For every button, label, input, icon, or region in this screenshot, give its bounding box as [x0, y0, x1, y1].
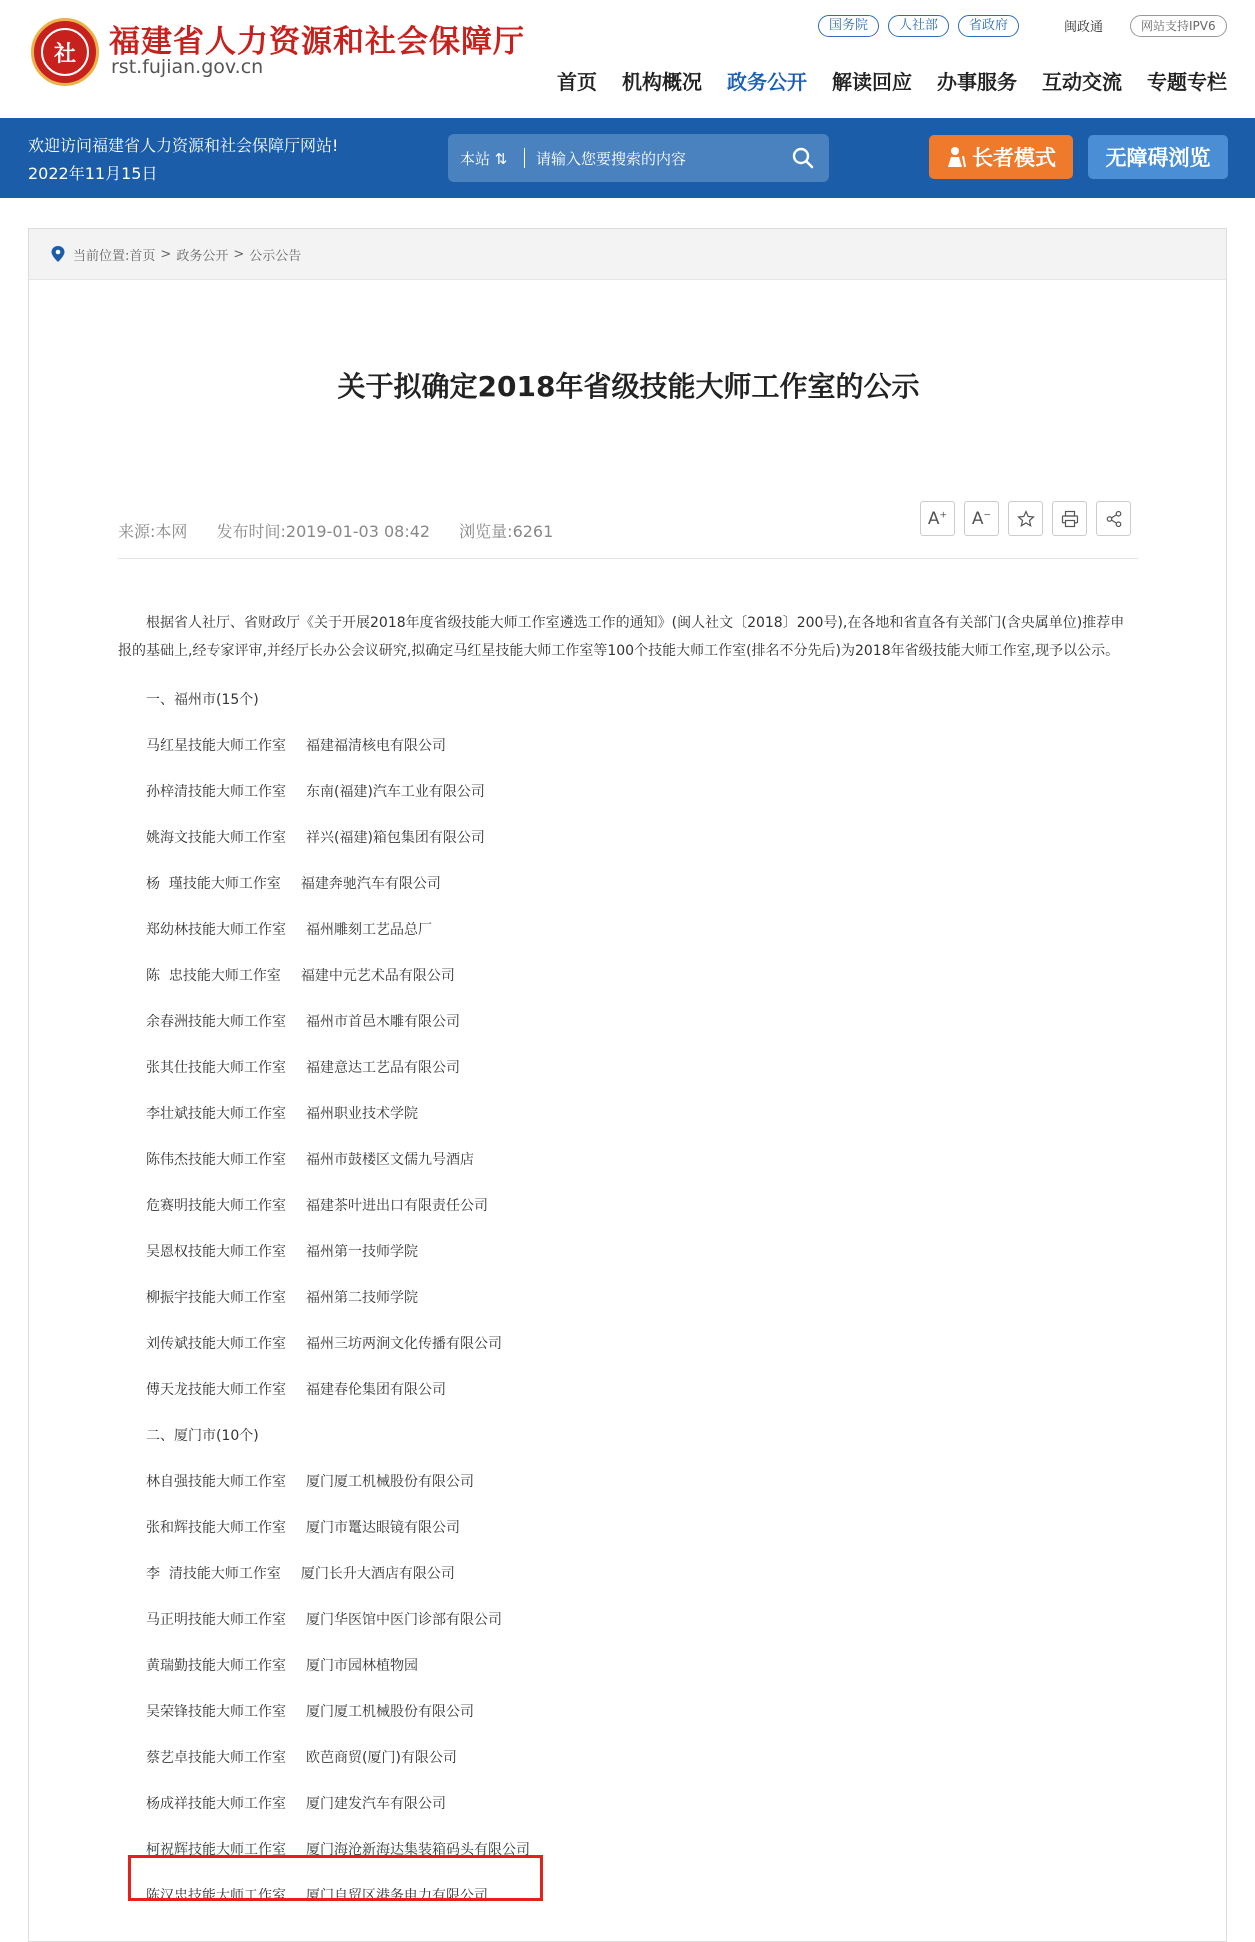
studio-name: 吴恩权技能大师工作室: [146, 1244, 286, 1260]
studio-name: 李壮斌技能大师工作室: [146, 1106, 286, 1122]
top-links: [818, 15, 1019, 37]
studio-name: 杨成祥技能大师工作室: [146, 1796, 286, 1812]
studio-name: 李 清技能大师工作室: [146, 1566, 281, 1582]
article-body: [118, 609, 1138, 1919]
elder-mode-label: 长者模式: [972, 146, 1056, 170]
list-item: [118, 1229, 1138, 1275]
scope-toggle-icon: ⇅: [490, 150, 508, 168]
studio-organization: 福州市首邑木雕有限公司: [306, 1014, 460, 1030]
breadcrumb-notices[interactable]: 公示公告: [249, 248, 302, 264]
list-item: [118, 815, 1138, 861]
studio-name: 林自强技能大师工作室: [146, 1474, 286, 1490]
search-box: [448, 134, 829, 182]
list-item: [118, 1367, 1138, 1413]
nav-interpretation[interactable]: 解读回应: [832, 70, 912, 94]
font-increase-icon: A+: [927, 508, 948, 529]
nav-home[interactable]: 首页: [557, 70, 597, 94]
studio-organization: 福州第二技师学院: [306, 1290, 418, 1306]
xiamen-list: [118, 1459, 1138, 1919]
article-container: [28, 228, 1227, 1942]
search-separator: [524, 148, 525, 168]
nav-services[interactable]: 办事服务: [937, 70, 1017, 94]
article-meta: [118, 519, 577, 542]
studio-name: 马红星技能大师工作室: [146, 738, 286, 754]
main-nav: [557, 66, 1252, 95]
article-source: 来源:本网: [118, 522, 188, 541]
list-item: [118, 1321, 1138, 1367]
meta-divider: [118, 558, 1138, 559]
list-item: [118, 1551, 1138, 1597]
breadcrumb-prefix: 当前位置:: [73, 248, 130, 264]
list-item: [118, 999, 1138, 1045]
studio-organization: 厦门市鼍达眼镜有限公司: [306, 1520, 460, 1536]
list-item: [118, 1091, 1138, 1137]
elder-mode-button[interactable]: [929, 135, 1073, 179]
studio-organization: 厦门自贸区港务电力有限公司: [306, 1888, 488, 1904]
emblem-char: 社: [41, 28, 89, 76]
studio-organization: 厦门海沧新海达集装箱码头有限公司: [306, 1842, 530, 1858]
search-scope-label: 本站: [460, 150, 491, 168]
share-icon: [1105, 510, 1123, 528]
welcome-text: 欢迎访问福建省人力资源和社会保障厅网站!: [28, 136, 339, 155]
studio-name: 柳振宇技能大师工作室: [146, 1290, 286, 1306]
breadcrumb: [29, 229, 1226, 280]
studio-name: 傅天龙技能大师工作室: [146, 1382, 286, 1398]
printer-icon: [1061, 510, 1079, 528]
studio-name: 杨 瑾技能大师工作室: [146, 876, 281, 892]
studio-name: 孙梓清技能大师工作室: [146, 784, 286, 800]
favorite-button[interactable]: [1008, 501, 1043, 536]
article-views: 浏览量:6261: [459, 522, 554, 541]
highlight-box: [128, 1855, 543, 1901]
link-shengzhengfu[interactable]: 省政府: [958, 15, 1019, 37]
studio-organization: 厦门建发汽车有限公司: [306, 1796, 446, 1812]
studio-name: 陈汉忠技能大师工作室: [146, 1888, 286, 1904]
article-title: 关于拟确定2018年省级技能大师工作室的公示: [337, 370, 920, 403]
studio-name: 郑幼林技能大师工作室: [146, 922, 286, 938]
list-item: [118, 861, 1138, 907]
nav-interaction[interactable]: 互动交流: [1042, 70, 1122, 94]
studio-organization: 福建春伦集团有限公司: [306, 1382, 446, 1398]
list-item: [118, 907, 1138, 953]
studio-name: 姚海文技能大师工作室: [146, 830, 286, 846]
font-decrease-icon: A−: [971, 508, 992, 529]
breadcrumb-separator: >: [160, 246, 172, 262]
current-date: 2022年11月15日: [28, 164, 158, 183]
studio-organization: 厦门长升大酒店有限公司: [300, 1566, 455, 1582]
studio-organization: 福州市鼓楼区文儒九号酒店: [306, 1152, 474, 1168]
list-item: [118, 1505, 1138, 1551]
studio-name: 陈伟杰技能大师工作室: [146, 1152, 286, 1168]
list-item: [118, 769, 1138, 815]
list-item: [118, 953, 1138, 999]
intro-paragraph: 根据省人社厅、省财政厅《关于开展2018年度省级技能大师工作室遴选工作的通知》(闽人社文〔2018〕200号),在各地和省直各有关部门(含央属单位)推荐申报的基础上,经专家评审,并经厅长办公会议研究,拟确定马红星技能大师工作室等100个技能大师工作室(排名不分先后)为2018年省级技能大师工作室,现予以公示。: [118, 615, 1125, 659]
list-item: [118, 1643, 1138, 1689]
link-renshebu[interactable]: 人社部: [888, 15, 949, 37]
search-icon[interactable]: [791, 146, 815, 170]
studio-organization: 厦门华医馆中医门诊部有限公司: [306, 1612, 502, 1628]
studio-organization: 福州雕刻工艺品总厂: [306, 922, 432, 938]
list-item: [118, 1689, 1138, 1735]
breadcrumb-home[interactable]: 首页: [129, 248, 156, 264]
print-button[interactable]: [1052, 501, 1087, 536]
nav-organization[interactable]: 机构概况: [622, 70, 702, 94]
studio-name: 蔡艺卓技能大师工作室: [146, 1750, 286, 1766]
site-name[interactable]: 福建省人力资源和社会保障厅: [109, 24, 525, 60]
site-header: [0, 0, 1255, 118]
ipv6-badge: 网站支持IPV6: [1130, 15, 1227, 37]
studio-name: 危赛明技能大师工作室: [146, 1198, 286, 1214]
section-heading-fuzhou: 一、福州市(15个): [146, 692, 259, 708]
breadcrumb-separator: >: [233, 246, 245, 262]
search-input[interactable]: [534, 144, 778, 174]
welcome-bar: [0, 118, 1255, 198]
font-increase-button[interactable]: [920, 501, 955, 536]
studio-name: 陈 忠技能大师工作室: [146, 968, 281, 984]
nav-gov-affairs[interactable]: 政务公开: [727, 70, 807, 94]
site-emblem-logo[interactable]: [31, 18, 99, 86]
star-icon: [1017, 510, 1035, 528]
studio-name: 刘传斌技能大师工作室: [146, 1336, 286, 1352]
nav-special-topics[interactable]: 专题专栏: [1147, 70, 1227, 94]
studio-name: 张和辉技能大师工作室: [146, 1520, 286, 1536]
studio-organization: 福建意达工艺品有限公司: [306, 1060, 460, 1076]
welcome-block: [28, 132, 338, 188]
studio-organization: 福建中元艺术品有限公司: [300, 968, 455, 984]
font-decrease-button[interactable]: [964, 501, 999, 536]
link-guowuyuan[interactable]: 国务院: [818, 15, 879, 37]
location-pin-icon: [51, 246, 65, 262]
site-domain: rst.fujian.gov.cn: [111, 56, 264, 78]
elder-person-icon: [946, 146, 966, 168]
list-item: [118, 1597, 1138, 1643]
studio-name: 马正明技能大师工作室: [146, 1612, 286, 1628]
studio-name: 黄瑞勤技能大师工作室: [146, 1658, 286, 1674]
studio-organization: 厦门市园林植物园: [306, 1658, 418, 1674]
list-item: [118, 1045, 1138, 1091]
list-item: [118, 1735, 1138, 1781]
article-tools: [920, 501, 1131, 536]
studio-organization: 厦门厦工机械股份有限公司: [306, 1474, 474, 1490]
accessibility-button[interactable]: 无障碍浏览: [1088, 135, 1228, 179]
studio-name: 余春洲技能大师工作室: [146, 1014, 286, 1030]
studio-name: 吴荣锋技能大师工作室: [146, 1704, 286, 1720]
share-button[interactable]: [1096, 501, 1131, 536]
studio-name: 柯祝辉技能大师工作室: [146, 1842, 286, 1858]
list-item: [118, 1275, 1138, 1321]
studio-organization: 厦门厦工机械股份有限公司: [306, 1704, 474, 1720]
studio-organization: 欧芭商贸(厦门)有限公司: [306, 1750, 457, 1766]
studio-organization: 东南(福建)汽车工业有限公司: [306, 784, 485, 800]
list-item: [118, 1781, 1138, 1827]
studio-organization: 祥兴(福建)箱包集团有限公司: [306, 830, 485, 846]
studio-organization: 福建茶叶进出口有限责任公司: [306, 1198, 488, 1214]
studio-organization: 福州三坊两涧文化传播有限公司: [306, 1336, 502, 1352]
studio-name: 张其仕技能大师工作室: [146, 1060, 286, 1076]
list-item: [118, 1183, 1138, 1229]
studio-organization: 福建福清核电有限公司: [306, 738, 446, 754]
article-publish-time: 发布时间:2019-01-03 08:42: [216, 522, 431, 541]
list-item: [118, 723, 1138, 769]
list-item: [118, 1137, 1138, 1183]
section-heading-xiamen: 二、厦门市(10个): [146, 1428, 259, 1444]
studio-organization: 福建奔驰汽车有限公司: [300, 876, 441, 892]
search-scope-select[interactable]: [460, 148, 507, 169]
breadcrumb-gov-affairs[interactable]: 政务公开: [176, 248, 229, 264]
studio-organization: 福州第一技师学院: [306, 1244, 418, 1260]
studio-organization: 福州职业技术学院: [306, 1106, 418, 1122]
link-minzhengtong[interactable]: 闽政通: [1064, 20, 1104, 35]
fuzhou-list: [118, 723, 1138, 1413]
list-item: [118, 1459, 1138, 1505]
